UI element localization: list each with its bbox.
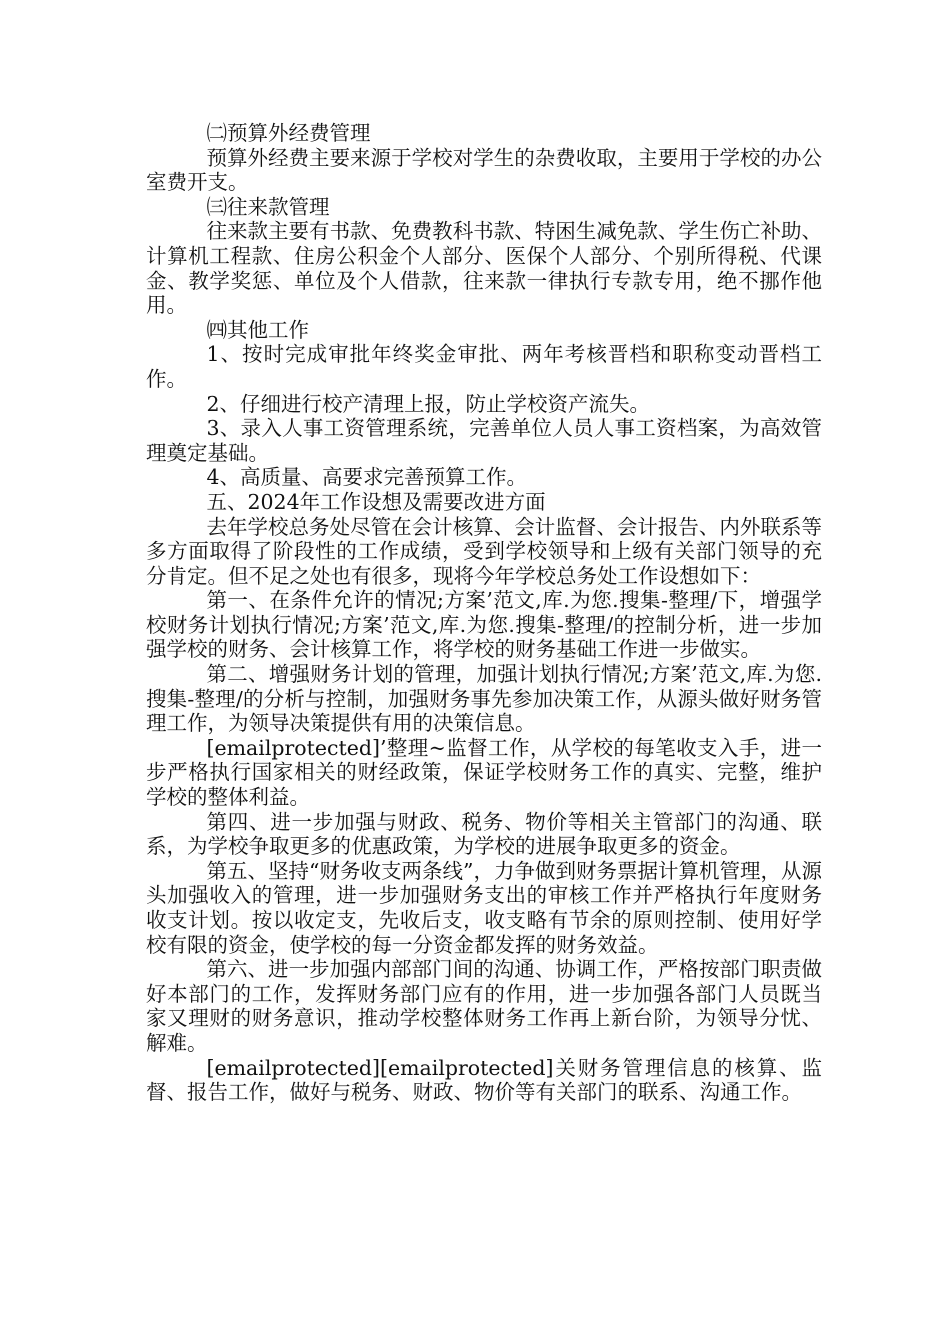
- section-heading-extra-budget: ㈡预算外经费管理: [206, 121, 371, 145]
- paragraph-plan-seventh: [emailprotected][emailprotected]关财务管理信息的核算、监督、报告工作，做好与税务、财政、物价等有关部门的联系、沟通工作。: [146, 1055, 822, 1105]
- paragraph-plan-second: 第二、增强财务计划的管理，加强计划执行情况;方案’范文,库.为您.搜集-整理/的分析与控制，加强财务事先参加决策工作，从源头做好财务管理工作，为领导决策提供有用的决策信息。: [146, 662, 822, 736]
- paragraph-plan-third: [emailprotected]’整理~监督工作，从学校的每笔收支入手，进一步严格执行国家相关的财经政策，保证学校财务工作的真实、完整，维护学校的整体利益。: [146, 735, 822, 810]
- paragraph-other-work-4: 4、高质量、高要求完善预算工作。: [206, 465, 528, 490]
- paragraph-plan-first: 第一、在条件允许的情况;方案’范文,库.为您.搜集-整理/下，增强学校财务计划执行情况;方案’范文,库.为您.搜集-整理/的控制分析，进一步加强学校的财务、会计核算工作，将学校的财务基础工作进一步做实。: [146, 588, 822, 662]
- paragraph-current-accounts: 往来款主要有书款、免费教科书款、特困生减免款、学生伤亡补助、计算机工程款、住房公积金个人部分、医保个人部分、个别所得税、代课金、教学奖惩、单位及个人借款，往来款一律执行专款专用，绝不挪作他用。: [146, 219, 822, 318]
- paragraph-extra-budget: 预算外经费主要来源于学校对学生的杂费收取，主要用于学校的办公室费开支。: [146, 145, 822, 195]
- paragraph-other-work-3: 3、录入人事工资管理系统，完善单位人员人事工资档案，为高效管理奠定基础。: [146, 416, 822, 465]
- paragraph-plan-intro: 去年学校总务处尽管在会计核算、会计监督、会计报告、内外联系等多方面取得了阶段性的工作成绩，受到学校领导和上级有关部门领导的充分肯定。但不足之处也有很多，现将今年学校总务处工作设想如下：: [146, 514, 822, 588]
- paragraph-plan-fourth: 第四、进一步加强与财政、税务、物价等相关主管部门的沟通、联系，为学校争取更多的优惠政策，为学校的进展争取更多的资金。: [146, 809, 822, 859]
- paragraph-other-work-1: 1、按时完成审批年终奖金审批、两年考核晋档和职称变动晋档工作。: [146, 342, 822, 391]
- section-heading-current-accounts: ㈢往来款管理: [206, 194, 330, 219]
- paragraph-plan-sixth: 第六、进一步加强内部部门间的沟通、协调工作，严格按部门职责做好本部门的工作，发挥财务部门应有的作用，进一步加强各部门人员既当家又理财的财务意识，推动学校整体财务工作再上新台阶，为领导分忧、解难。: [146, 957, 822, 1055]
- section-heading-other-work: ㈣其他工作: [206, 317, 309, 342]
- section-heading-2024-plan: 五、2024年工作设想及需要改进方面: [206, 489, 546, 514]
- paragraph-plan-fifth: 第五、坚持“财务收支两条线”，力争做到财务票据计算机管理，从源头加强收入的管理，进一步加强财务支出的审核工作并严格执行年度财务收支计划。按以收定支，先收后支，收支略有节余的原则控制、使用好学校有限的资金，使学校的每一分资金都发挥的财务效益。: [146, 858, 822, 957]
- paragraph-other-work-2: 2、仔细进行校产清理上报，防止学校资产流失。: [206, 391, 651, 416]
- document-body: [146, 121, 822, 1105]
